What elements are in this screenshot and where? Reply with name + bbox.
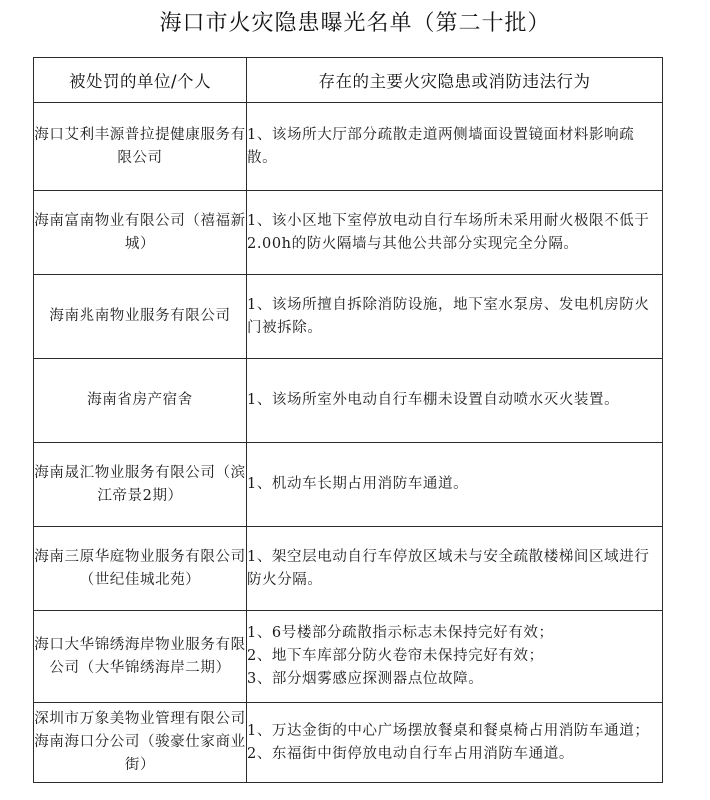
header-issue: 存在的主要火灾隐患或消防违法行为: [247, 58, 663, 103]
table-row: [34, 527, 663, 611]
issue-cell: [247, 611, 663, 703]
issue-line: 1、该场所室外电动自行车棚未设置自动喷水灭火装置。: [247, 392, 620, 408]
issue-cell: [247, 103, 663, 191]
table-row: [34, 359, 663, 443]
issue-cell: [247, 191, 663, 275]
issue-line: 1、该小区地下室停放电动自行车场所未采用耐火极限不低于2.00h的防火隔墙与其他公共部分实现完全分隔。: [247, 212, 650, 252]
table-row: [34, 443, 663, 527]
issue-line: 1、6号楼部分疏散指示标志未保持完好有效；: [247, 625, 554, 641]
issue-line: 1、架空层电动自行车停放区域未与安全疏散楼梯间区域进行防火分隔。: [247, 548, 650, 588]
unit-cell: 深圳市万象美物业管理有限公司海南海口分公司（骏豪仕家商业街）: [34, 703, 247, 783]
unit-cell: 海口大华锦绣海岸物业服务有限公司（大华锦绣海岸二期）: [34, 611, 247, 703]
issue-line: 1、该场所擅自拆除消防设施，地下室水泵房、发电机房防火门被拆除。: [247, 296, 650, 336]
issue-cell: [247, 703, 663, 783]
issue-cell: [247, 359, 663, 443]
unit-cell: 海南富南物业有限公司（禧福新城）: [34, 191, 247, 275]
unit-cell: 海南省房产宿舍: [34, 359, 247, 443]
unit-cell: 海南晟汇物业服务有限公司（滨江帝景2期）: [34, 443, 247, 527]
unit-cell: 海口艾利丰源普拉提健康服务有限公司: [34, 103, 247, 191]
table-row: [34, 275, 663, 359]
issue-line: 1、该场所大厅部分疏散走道两侧墙面设置镜面材料影响疏散。: [247, 126, 635, 166]
issue-line: 1、万达金街的中心广场摆放餐桌和餐桌椅占用消防车通道；: [247, 722, 650, 739]
table-row: [34, 703, 663, 783]
document-title: 海口市火灾隐患曝光名单（第二十批）: [159, 11, 551, 36]
hazard-table: [33, 57, 663, 783]
header-unit: 被处罚的单位/个人: [34, 58, 247, 103]
issue-line: 3、部分烟雾感应探测器点位故障。: [247, 671, 484, 687]
issue-cell: [247, 527, 663, 611]
issue-cell: [247, 275, 663, 359]
unit-cell: 海南兆南物业服务有限公司: [34, 275, 247, 359]
issue-line: 2、地下车库部分防火卷帘未保持完好有效；: [247, 648, 544, 664]
issue-cell: [247, 443, 663, 527]
table-header-row: [34, 58, 663, 103]
issue-line: 2、东福街中街停放电动自行车占用消防车通道。: [247, 745, 574, 762]
table-row: [34, 611, 663, 703]
issue-line: 1、机动车长期占用消防车通道。: [247, 476, 469, 492]
table-row: [34, 103, 663, 191]
table-row: [34, 191, 663, 275]
unit-cell: 海南三原华庭物业服务有限公司（世纪佳城北苑）: [34, 527, 247, 611]
